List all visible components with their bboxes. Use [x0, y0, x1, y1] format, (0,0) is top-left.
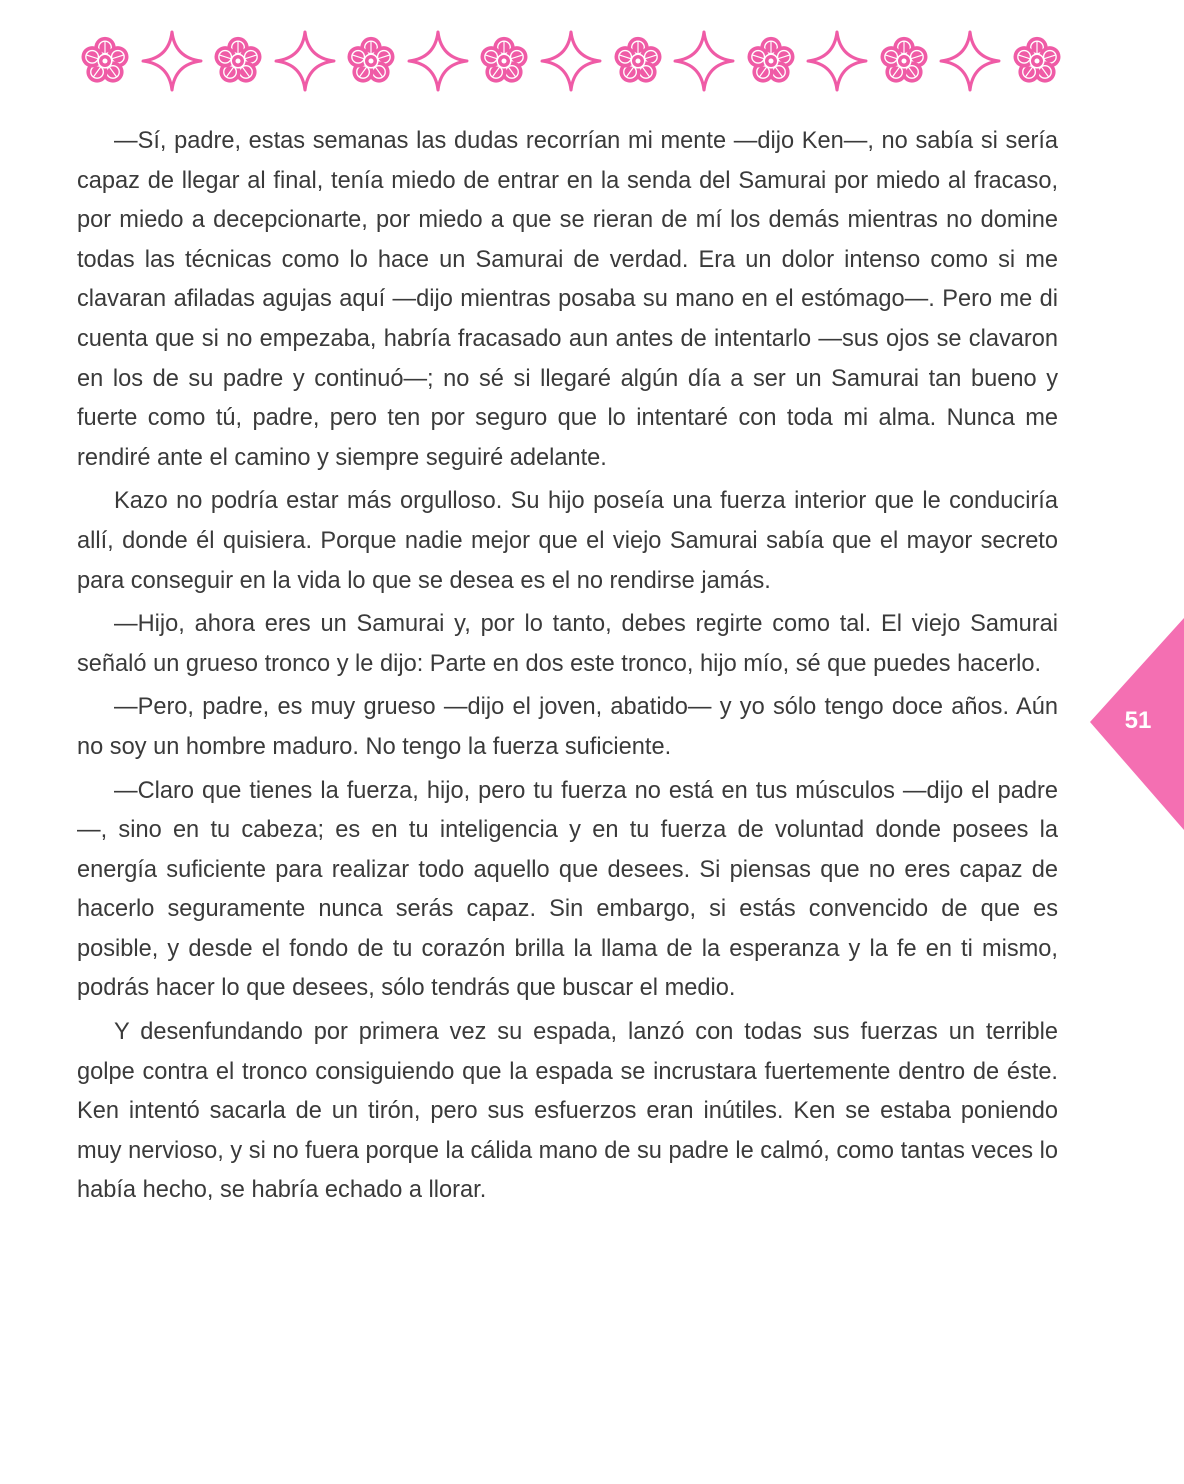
four-point-star-icon [274, 30, 336, 92]
four-point-star-icon [407, 30, 469, 92]
flower-icon [76, 32, 134, 90]
four-point-star-icon [673, 30, 735, 92]
flower-icon [742, 32, 800, 90]
flower-icon [209, 32, 267, 90]
four-point-star-icon [806, 30, 868, 92]
paragraph-1: —Sí, padre, estas semanas las dudas recorrían mi mente —dijo Ken—, no sabía si sería capaz de llegar al final, tenía miedo de entrar en la senda del Samurai por miedo al fracaso, por miedo a decepcionarte, por miedo a que se rieran de mí los demás mientras no domine todas las técnicas como lo hace un Samurai de verdad. Era un dolor intenso como si me clavaran afiladas agujas aquí —dijo mientras posaba su mano en el estómago—. Pero me di cuenta que si no empezaba, habría fracasado aun antes de intentarlo —sus ojos se clavaron en los de su padre y continuó—; no sé si llegaré algún día a ser un Samurai tan bueno y fuerte como tú, padre, pero ten por seguro que lo intentaré con toda mi alma. Nunca me rendiré ante el camino y siempre seguiré adelante. [77, 128, 1058, 471]
flower-icon [875, 32, 933, 90]
four-point-star-icon [540, 30, 602, 92]
paragraph-4: —Pero, padre, es muy grueso —dijo el joven, abatido— y yo sólo tengo doce años. Aún no soy un hombre maduro. No tengo la fuerza suficiente. [77, 694, 1058, 760]
paragraph-2: Kazo no podría estar más orgulloso. Su hijo poseía una fuerza interior que le conduciría allí, donde él quisiera. Porque nadie mejor que el viejo Samurai sabía que el mayor secreto para conseguir en la vida lo que se desea es el no rendirse jamás. [77, 488, 1058, 594]
four-point-star-icon [939, 30, 1001, 92]
paragraph-6: Y desenfundando por primera vez su espada, lanzó con todas sus fuerzas un terrible golpe contra el tronco consiguiendo que la espada se incrustara fuertemente dentro de éste. Ken intentó sacarla de un tirón, pero sus esfuerzos eran inútiles. Ken se estaba poniendo muy nervioso, y si no fuera porque la cálida mano de su padre le calmó, como tantas veces lo había hecho, se habría echado a llorar. [77, 1019, 1058, 1204]
four-point-star-icon [141, 30, 203, 92]
paragraph-5: —Claro que tienes la fuerza, hijo, pero tu fuerza no está en tus músculos —dijo el padre—, sino en tu cabeza; es en tu inteligencia y en tu fuerza de voluntad donde posees la energía suficiente para realizar todo aquello que desees. Si piensas que no eres capaz de hacerlo seguramente nunca serás capaz. Sin embargo, si estás convencido de que es posible, y desde el fondo de tu corazón brilla la llama de la esperanza y la fe en ti mismo, podrás hacer lo que desees, sólo tendrás que buscar el medio. [77, 777, 1058, 1002]
flower-icon [342, 32, 400, 90]
flower-icon [1008, 32, 1066, 90]
flower-icon [609, 32, 667, 90]
page-number: 51 [1124, 707, 1152, 734]
story-text [77, 122, 1058, 1211]
decorative-border [76, 28, 1066, 94]
flower-icon [475, 32, 533, 90]
paragraph-3: —Hijo, ahora eres un Samurai y, por lo tanto, debes regirte como tal. El viejo Samurai señaló un grueso tronco y le dijo: Parte en dos este tronco, hijo mío, sé que puedes hacerlo. [77, 611, 1058, 677]
